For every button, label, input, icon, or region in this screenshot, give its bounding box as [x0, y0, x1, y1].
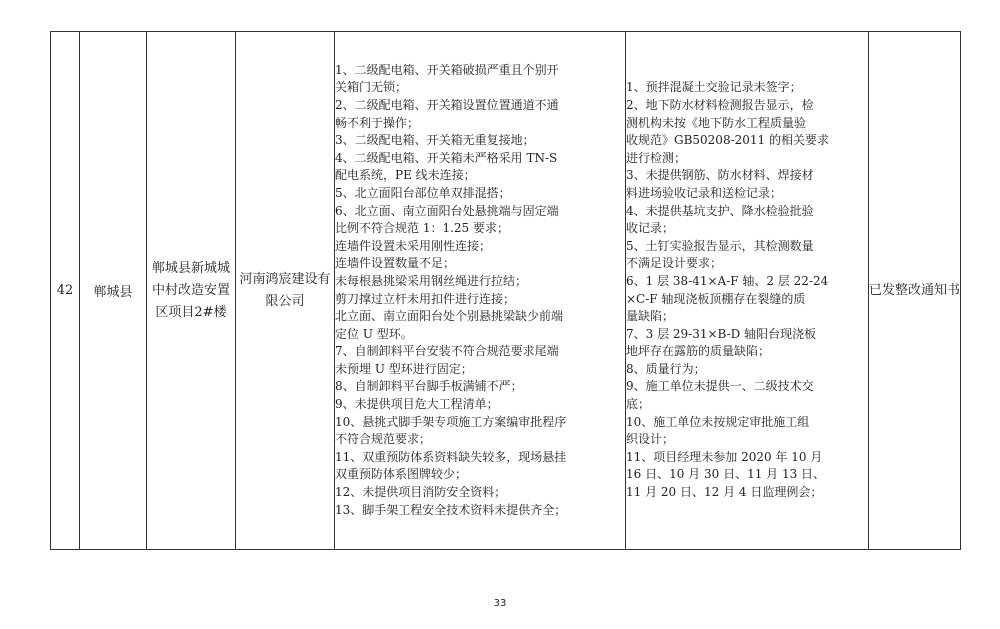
issue-line: 进行检测； — [626, 150, 687, 165]
row-number: 42 — [51, 32, 80, 550]
issue-line: 北立面、南立面阳台处个别悬挑梁缺少前端 — [335, 309, 564, 324]
issue-line: 2、二级配电箱、开关箱设置位置通道不通 — [335, 97, 559, 112]
issue-line: 配电系统，PE 线未连接； — [335, 168, 476, 183]
issue-line: 7、自制卸料平台安装不符合规范要求尾端 — [335, 344, 559, 359]
issue-line: 5、土钉实验报告显示，其检测数量 — [626, 238, 814, 253]
issue-line: 底； — [626, 397, 651, 412]
issue-line: 连墙件设置未采用刚性连接； — [335, 238, 492, 253]
issue-line: 1、预拌混凝土交验记录未签字； — [626, 80, 802, 95]
issue-line: 6、1 层 38-41×A-F 轴、2 层 22-24 — [626, 273, 829, 288]
status-cell: 已发整改通知书 — [869, 32, 961, 550]
issue-line: 剪刀撑过立杆未用扣件进行连接； — [335, 291, 516, 306]
issue-line: 6、北立面、南立面阳台处悬挑端与固定端 — [335, 203, 559, 218]
issue-line: 16 日、10 月 30 日、11 月 13 日、 — [626, 467, 826, 482]
issue-line: 13、脚手架工程安全技术资料未提供齐全； — [335, 502, 567, 517]
issue-line: 料进场验收记录和送检记录； — [626, 185, 783, 200]
company-cell: 河南鸿宸建设有限公司 — [236, 32, 335, 550]
issue-line: 未预埋 U 型环进行固定； — [335, 361, 473, 376]
issue-line: 4、未提供基坑支护、降水检验批验 — [626, 203, 814, 218]
issue-line: 2、地下防水材料检测报告显示，检 — [626, 97, 814, 112]
issue-line: 7、3 层 29-31×B-D 轴阳台现浇板 — [626, 326, 817, 341]
issue-line: 不满足设计要求； — [626, 256, 723, 271]
issue-line: 3、二级配电箱、开关箱无重复接地； — [335, 133, 535, 148]
issue-line: 12、未提供项目消防安全资料； — [335, 485, 507, 500]
issue-line: 织设计； — [626, 432, 675, 447]
issue-line: 10、施工单位未按规定审批施工组 — [626, 414, 810, 429]
issue-line: 8、质量行为； — [626, 361, 706, 376]
issue-line: 比例不符合规范 1：1.25 要求； — [335, 221, 509, 236]
issue-line: 11 月 20 日、12 月 4 日监理例会； — [626, 485, 823, 500]
issue-line: 量缺陷； — [626, 309, 675, 324]
issue-line: 定位 U 型环。 — [335, 326, 413, 341]
issue-line: 11、项目经理未参加 2020 年 10 月 — [626, 449, 823, 464]
issue-line: 3、未提供钢筋、防水材料、焊接材 — [626, 168, 814, 183]
issue-line: 不符合规范要求； — [335, 432, 432, 447]
quality-issues-cell — [626, 32, 869, 550]
issue-line: 1、二级配电箱、开关箱破损严重且个别开 — [335, 62, 559, 77]
issue-line: 8、自制卸料平台脚手板满铺不严； — [335, 379, 523, 394]
issue-line: 9、未提供项目危大工程清单； — [335, 397, 499, 412]
issue-line: 10、悬挑式脚手架专项施工方案编审批程序 — [335, 414, 567, 429]
issue-line: 5、北立面阳台部位单双排混搭； — [335, 185, 511, 200]
project-name-cell: 郸城县新城城中村改造安置区项目2#楼 — [147, 32, 236, 550]
issue-line: 未每根悬挑梁采用钢丝绳进行拉结； — [335, 273, 528, 288]
safety-issues-cell — [335, 32, 626, 550]
issue-line: 连墙件设置数量不足； — [335, 256, 456, 271]
county-cell: 郸城县 — [80, 32, 147, 550]
issue-line: 9、施工单位未提供一、二级技术交 — [626, 379, 814, 394]
safety-issues-list — [335, 62, 625, 519]
issue-line: 畅不利于操作； — [335, 115, 420, 130]
issue-line: 测机构未按《地下防水工程质量验 — [626, 115, 807, 130]
inspection-table — [50, 31, 961, 550]
issue-line: 双重预防体系图牌较少； — [335, 467, 468, 482]
page-number: 33 — [493, 598, 507, 609]
quality-issues-list — [626, 79, 868, 501]
issue-line: 收记录； — [626, 221, 675, 236]
issue-line: 11、双重预防体系资料缺失较多，现场悬挂 — [335, 449, 567, 464]
issue-line: 收规范》GB50208-2011 的相关要求 — [626, 133, 829, 148]
table-row — [51, 32, 961, 550]
issue-line: 关箱门无锁； — [335, 80, 408, 95]
issue-line: 4、二级配电箱、开关箱未严格采用 TN-S — [335, 150, 558, 165]
issue-line: ×C-F 轴现浇板顶棚存在裂缝的质 — [626, 291, 806, 306]
issue-line: 地坪存在露筋的质量缺陷； — [626, 344, 771, 359]
